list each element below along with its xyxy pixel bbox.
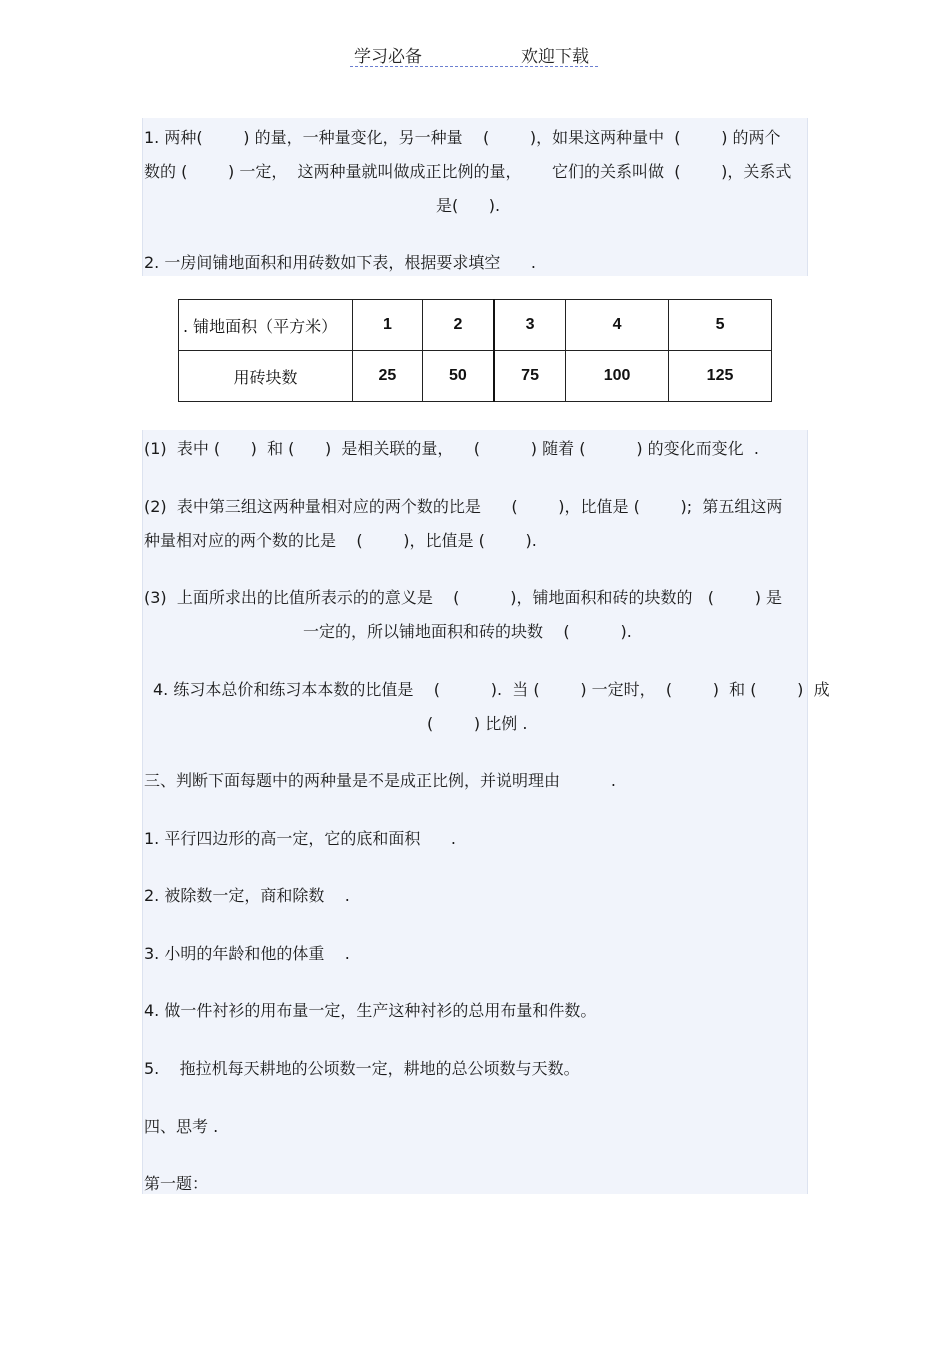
- header-right-text: 欢迎下载: [521, 47, 589, 67]
- table-cell: 100: [566, 351, 669, 402]
- table-cell: 2: [422, 300, 494, 351]
- table-cell: 4: [566, 300, 669, 351]
- sub-question-3-line-1: (3) 上面所求出的比值所表示的的意义是 ( )，铺地面积和砖的块数的 ( ) 是: [144, 588, 783, 607]
- table-cell: 1: [353, 300, 423, 351]
- table-cell: 50: [422, 351, 494, 402]
- q2-intro: 2. 一房间铺地面积和用砖数如下表，根据要求填空 .: [144, 253, 536, 272]
- q1-line-1: 1. 两种( ) 的量，一种量变化，另一种量 ( )，如果这两种量中 ( ) 的两个: [144, 128, 781, 147]
- judge-item-2: 2. 被除数一定，商和除数 .: [144, 886, 350, 905]
- judge-item-3: 3. 小明的年龄和他的体重 .: [144, 944, 350, 963]
- table-cell: 75: [494, 351, 566, 402]
- sub-question-2-line-1: (2) 表中第三组这两种量相对应的两个数的比是 ( )，比值是 ( ); 第五组这两: [144, 497, 783, 516]
- table-cell: 125: [669, 351, 772, 402]
- table-row: [179, 351, 772, 402]
- question-4-line-1: 4. 练习本总价和练习本本数的比值是 ( ). 当 ( ) 一定时， ( ) 和 ( ) 成: [153, 680, 830, 699]
- table-cell: 25: [353, 351, 423, 402]
- area-brick-table: [178, 299, 772, 402]
- sub-question-3-line-2: 一定的，所以铺地面积和砖的块数 ( ).: [303, 622, 632, 641]
- table-cell: 5: [669, 300, 772, 351]
- section-3-heading: 三、判断下面每题中的两种量是不是成正比例，并说明理由 .: [144, 771, 616, 790]
- table-row-label: 用砖块数: [179, 351, 353, 402]
- section-4-heading: 四、思考 .: [144, 1117, 219, 1136]
- table-row: [179, 300, 772, 351]
- judge-item-1: 1. 平行四边形的高一定，它的底和面积 .: [144, 829, 456, 848]
- q1-line-2: 数的 ( ) 一定， 这两种量就叫做成正比例的量， 它们的关系叫做 ( )，关系式: [144, 162, 792, 181]
- first-question-label: 第一题：: [144, 1174, 209, 1193]
- table-cell: 3: [494, 300, 566, 351]
- page-header: [350, 40, 598, 67]
- sub-question-2-line-2: 种量相对应的两个数的比是 ( )，比值是 ( ).: [144, 531, 537, 550]
- judge-item-5: 5. 拖拉机每天耕地的公顷数一定，耕地的总公顷数与天数。: [144, 1059, 580, 1078]
- q1-line-3: 是( ).: [436, 196, 501, 215]
- judge-item-4: 4. 做一件衬衫的用布量一定，生产这种衬衫的总用布量和件数。: [144, 1001, 597, 1020]
- sub-question-1: (1) 表中 ( ) 和 ( ) 是相关联的量， ( ) 随着 ( ) 的变化而变化 .: [144, 439, 759, 458]
- table-row-label: . 铺地面积（平方米）: [179, 300, 353, 351]
- header-left-text: 学习必备: [354, 47, 422, 67]
- question-4-line-2: ( ) 比例 .: [427, 714, 528, 733]
